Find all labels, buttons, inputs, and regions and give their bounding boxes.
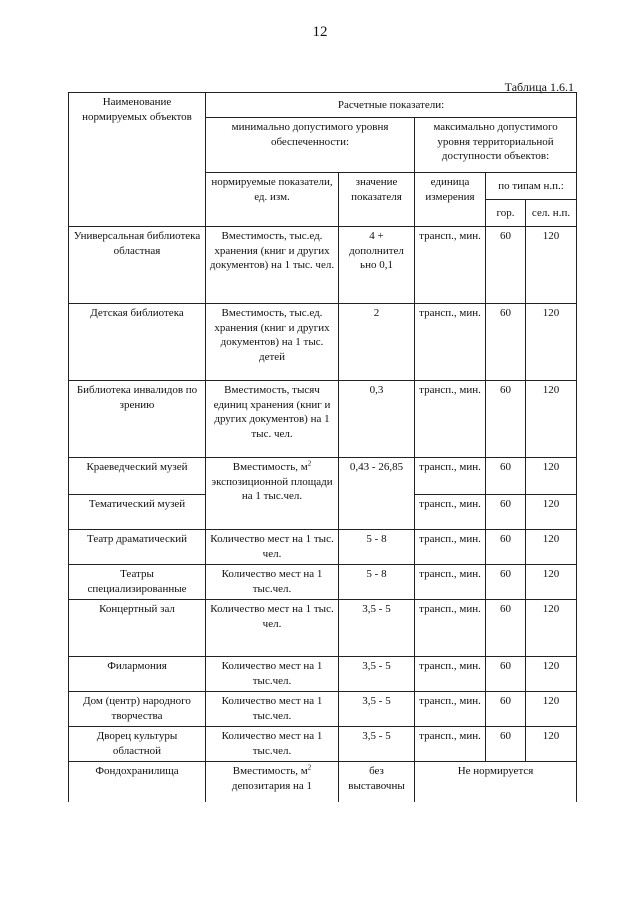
object-name: Тематический музей (69, 495, 206, 530)
table-row (69, 657, 577, 692)
indicator (206, 762, 339, 803)
unit: трансп., мин. (415, 381, 486, 458)
indicator: Вместимость, тысяч единиц хранения (книг и других документов) на 1 тыс. чел. (206, 381, 339, 458)
object-name: Театры специализированные (69, 565, 206, 600)
value: 3,5 - 5 (339, 692, 415, 727)
value: без выставочны (339, 762, 415, 803)
rural: 120 (526, 530, 577, 565)
object-name: Концертный зал (69, 600, 206, 657)
table-row (69, 762, 577, 803)
norms-table (68, 92, 577, 802)
indicator: Количество мест на 1 тыс. чел. (206, 530, 339, 565)
city: 60 (486, 530, 526, 565)
unit: трансп., мин. (415, 458, 486, 495)
city: 60 (486, 727, 526, 762)
rural: 120 (526, 657, 577, 692)
rural: 120 (526, 600, 577, 657)
header-name: Наименование нормируемых объектов (69, 93, 206, 227)
value: 3,5 - 5 (339, 727, 415, 762)
unit: трансп., мин. (415, 692, 486, 727)
indicator: Количество мест на 1 тыс. чел. (206, 600, 339, 657)
unit: трансп., мин. (415, 304, 486, 381)
table-row (69, 727, 577, 762)
value: 3,5 - 5 (339, 600, 415, 657)
header-rural: сел. н.п. (526, 200, 577, 227)
superscript: 2 (307, 459, 312, 468)
city: 60 (486, 495, 526, 530)
value: 4 + дополнител ьно 0,1 (339, 227, 415, 304)
value: 2 (339, 304, 415, 381)
object-name: Универсальная библиотека областная (69, 227, 206, 304)
value: 0,43 - 26,85 (339, 458, 415, 530)
indicator-text: Вместимость, м (232, 765, 308, 777)
header-unit: единица измерения (415, 173, 486, 227)
indicator-text: Вместимость, м (232, 461, 308, 473)
unit: трансп., мин. (415, 565, 486, 600)
indicator: Вместимость, тыс.ед. хранения (книг и других документов) на 1 тыс. чел. (206, 227, 339, 304)
table-row (69, 692, 577, 727)
unit: трансп., мин. (415, 657, 486, 692)
header-value: значение показателя (339, 173, 415, 227)
indicator-text: экспозиционной площади на 1 тыс.чел. (211, 475, 333, 502)
rural: 120 (526, 565, 577, 600)
city: 60 (486, 600, 526, 657)
city: 60 (486, 657, 526, 692)
table-row (69, 600, 577, 657)
header-max-level: максимально допустимого уровня территориальной доступности объектов: (415, 118, 577, 173)
city: 60 (486, 458, 526, 495)
indicator: Количество мест на 1 тыс.чел. (206, 565, 339, 600)
indicator-text: депозитария на 1 (231, 779, 313, 792)
rural: 120 (526, 304, 577, 381)
value: 3,5 - 5 (339, 657, 415, 692)
max-level-note: Не нормируется (415, 762, 577, 803)
header-calc: Расчетные показатели: (206, 93, 577, 118)
table-row (69, 227, 577, 304)
city: 60 (486, 692, 526, 727)
table-row (69, 458, 577, 495)
header-by-type: по типам н.п.: (486, 173, 577, 200)
object-name: Фондохранилища (69, 762, 206, 803)
object-name: Дворец культуры областной (69, 727, 206, 762)
table-row (69, 530, 577, 565)
header-min-level: минимально допустимого уровня обеспеченности: (206, 118, 415, 173)
object-name: Филармония (69, 657, 206, 692)
table-row (69, 381, 577, 458)
value: 5 - 8 (339, 565, 415, 600)
header-norm-indicators: нормируемые показатели, ед. изм. (206, 173, 339, 227)
value: 0,3 (339, 381, 415, 458)
header-city: гор. (486, 200, 526, 227)
rural: 120 (526, 458, 577, 495)
unit: трансп., мин. (415, 530, 486, 565)
object-name: Театр драматический (69, 530, 206, 565)
city: 60 (486, 381, 526, 458)
table-row (69, 304, 577, 381)
rural: 120 (526, 381, 577, 458)
table-caption: Таблица 1.6.1 (504, 80, 574, 94)
value: 5 - 8 (339, 530, 415, 565)
city: 60 (486, 227, 526, 304)
page-number: 12 (312, 24, 328, 40)
object-name: Библиотека инвалидов по зрению (69, 381, 206, 458)
city: 60 (486, 565, 526, 600)
rural: 120 (526, 692, 577, 727)
superscript: 2 (307, 763, 312, 772)
object-name: Краеведческий музей (69, 458, 206, 495)
object-name: Дом (центр) народного творчества (69, 692, 206, 727)
rural: 120 (526, 727, 577, 762)
city: 60 (486, 304, 526, 381)
unit: трансп., мин. (415, 727, 486, 762)
indicator: Количество мест на 1 тыс.чел. (206, 727, 339, 762)
indicator: Количество мест на 1 тыс.чел. (206, 692, 339, 727)
rural: 120 (526, 227, 577, 304)
indicator (206, 458, 339, 530)
table-row (69, 565, 577, 600)
unit: трансп., мин. (415, 600, 486, 657)
object-name: Детская библиотека (69, 304, 206, 381)
rural: 120 (526, 495, 577, 530)
unit: трансп., мин. (415, 495, 486, 530)
indicator: Вместимость, тыс.ед. хранения (книг и других документов) на 1 тыс. детей (206, 304, 339, 381)
unit: трансп., мин. (415, 227, 486, 304)
indicator: Количество мест на 1 тыс.чел. (206, 657, 339, 692)
